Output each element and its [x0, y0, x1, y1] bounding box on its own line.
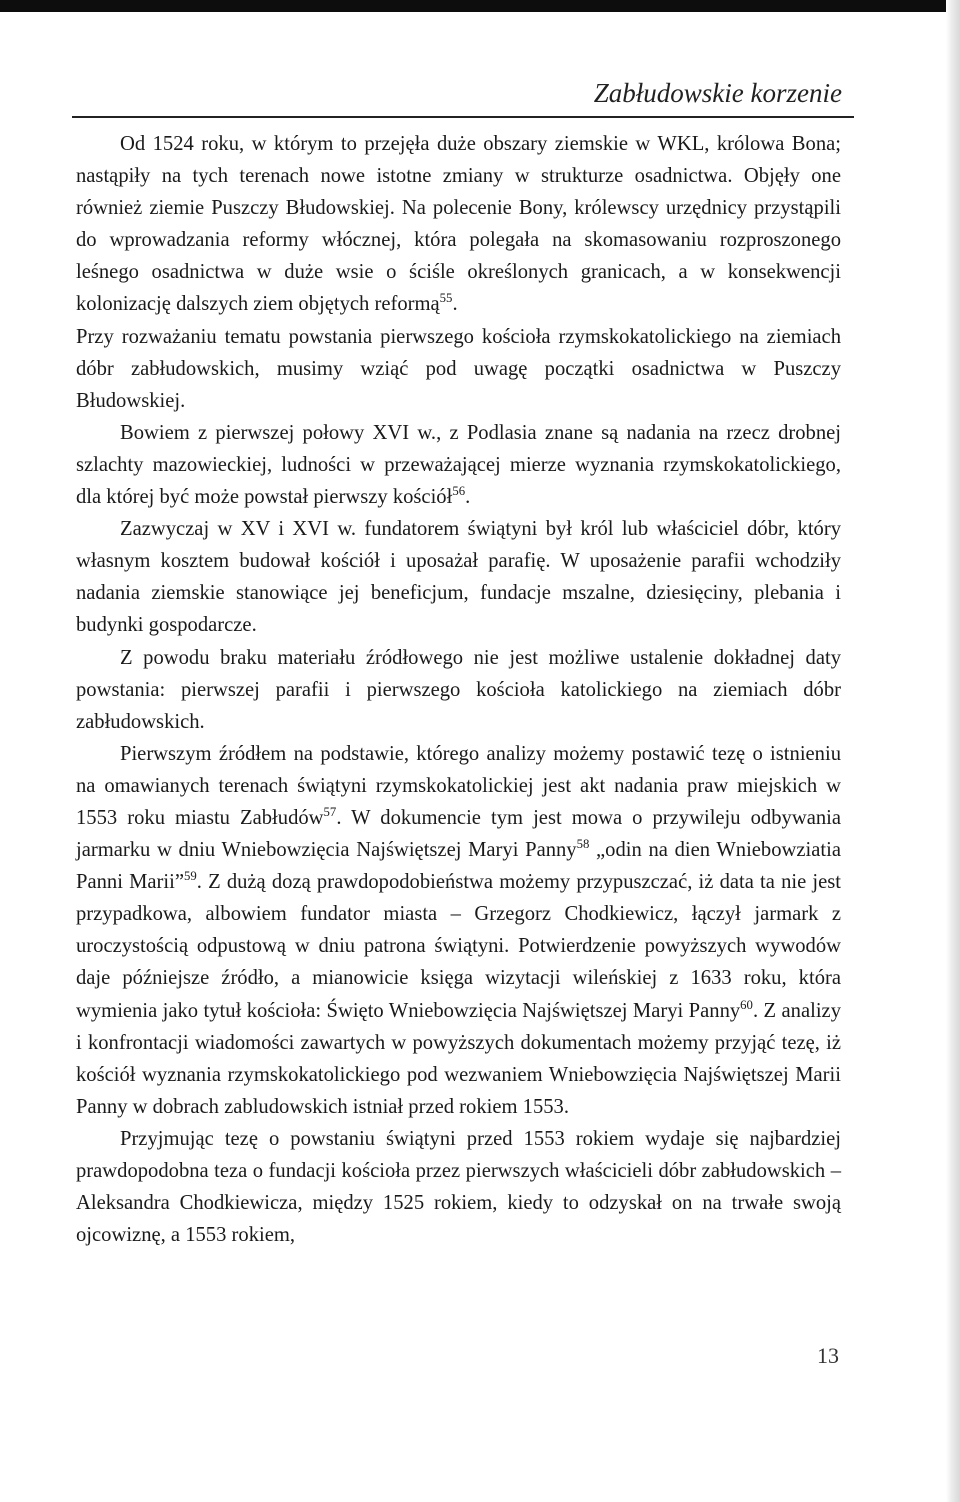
- text-segment: Od 1524 roku, w którym to przejęła duże obszary ziemskie w WKL, królowa Bona; nastąpiły na tych terenach nowe istotne zmiany w strukturze osadnictwa. Objęły one również ziemie Puszczy Błudowskiej. Na polecenie Bony, królewscy urzędnicy przystąpili do wprowadzania reformy włócznej, która polegała na skomasowaniu rozproszonego leśnego osadnictwa w duże wsie o ściśle określonych granicach, a w konsekwencji kolonizację dalszych ziem objętych reformą: [76, 133, 841, 316]
- header-rule: [72, 116, 854, 118]
- text-segment: .: [452, 293, 458, 316]
- text-segment: Przyjmując tezę o powstaniu świątyni przed 1553 rokiem wydaje się najbardziej prawdopodobna teza o fundacji kościoła przez pierwszych właścicieli dóbr zabłudowskich – Aleksandra Chodkiewicza, między 1525 rokiem, kiedy to odzyskał on na trwałe swoją ojcowiznę, a 1553 rokiem,: [76, 1127, 841, 1247]
- footnote-ref: 55: [439, 291, 453, 306]
- text-segment: Bowiem z pierwszej połowy XVI w., z Podlasia znane są nadania na rzecz drobnej szlachty mazowieckiej, ludności w przeważającej mierze wyznania rzymskokatolickiego, dla której być może powstał pierwszy kościół: [76, 421, 841, 509]
- text-segment: . Z analizy i konfrontacji wiadomości zawartych w powyższych dokumentach możemy przyjąć tezę, iż kościół wyznania rzymskokatolickiego pod wezwaniem Wniebowzięcia Najświętszej Marii Panny w dobrach zabludowskich istniał przed rokiem 1553.: [76, 999, 841, 1118]
- scan-top-edge: [0, 0, 960, 12]
- running-head: Zabłudowskie korzenie: [593, 78, 842, 108]
- body-text: [76, 128, 841, 1251]
- paragraph-p4: [76, 513, 841, 641]
- text-segment: . Z dużą dozą prawdopodobieństwa możemy przypuszczać, iż data ta nie jest przypadkowa, albowiem fundator miasta – Grzegorz Chodkiewicz, łączył jarmark z uroczystością odpustową w dniu patrona świątyni. Potwierdzenie powyższych wywodów daje późniejsze źródło, a mianowicie księga wizytacji wileńskiej z 1633 roku, która wymienia jako tytuł kościoła: Święto Wniebowzięcia Najświętszej Maryi Panny: [76, 871, 841, 1022]
- text-segment: Zazwyczaj w XV i XVI w. fundatorem świątyni był król lub właściciel dóbr, który własnym kosztem budował kościół i uposażał parafię. W uposażenie parafii wchodziły nadania ziemskie stanowiące jej beneficjum, fundacje mszalne, dziesięciny, plebania i budynki gospodarcze.: [76, 518, 841, 637]
- text-segment: Przy rozważaniu tematu powstania pierwszego kościoła rzymskokatolickiego na ziemiach dóbr zabłudowskich, musimy wziąć pod uwagę początki osadnictwa w Puszczy Błudowskiej.: [76, 325, 841, 412]
- paragraph-p2: [76, 321, 841, 417]
- paragraph-p3: [76, 417, 841, 513]
- paragraph-p6: [76, 738, 841, 1123]
- paragraph-p5: [76, 642, 841, 738]
- footnote-ref: 56: [452, 484, 466, 499]
- paragraph-p1: [76, 128, 841, 321]
- footnote-ref: 57: [323, 805, 337, 820]
- text-segment: . W dokumencie tym jest mowa o przywileju odbywania jarmarku w dniu Wniebowzięcia Najświętszej Maryi Panny: [76, 806, 841, 862]
- text-segment: .: [465, 486, 471, 509]
- footnote-ref: 60: [740, 997, 753, 1012]
- footnote-ref: 59: [183, 869, 197, 884]
- page-number: 13: [817, 1343, 839, 1368]
- footnote-ref: 58: [576, 837, 590, 852]
- scan-right-edge: [946, 0, 960, 1502]
- text-segment: Pierwszym źródłem na podstawie, którego analizy możemy postawić tezę o istnieniu na omawianych terenach świątyni rzymskokatolickiej jest akt nadania praw miejskich w 1553 roku miastu Zabłudów: [76, 742, 841, 829]
- text-segment: „odin na dien Wniebowziatia Panni Marii”: [76, 839, 841, 894]
- paragraph-p7: [76, 1123, 841, 1251]
- text-segment: Z powodu braku materiału źródłowego nie jest możliwe ustalenie dokładnej daty powstania: pierwszej parafii i pierwszego kościoła katolickiego na ziemiach dóbr zabłudowskich.: [76, 646, 841, 733]
